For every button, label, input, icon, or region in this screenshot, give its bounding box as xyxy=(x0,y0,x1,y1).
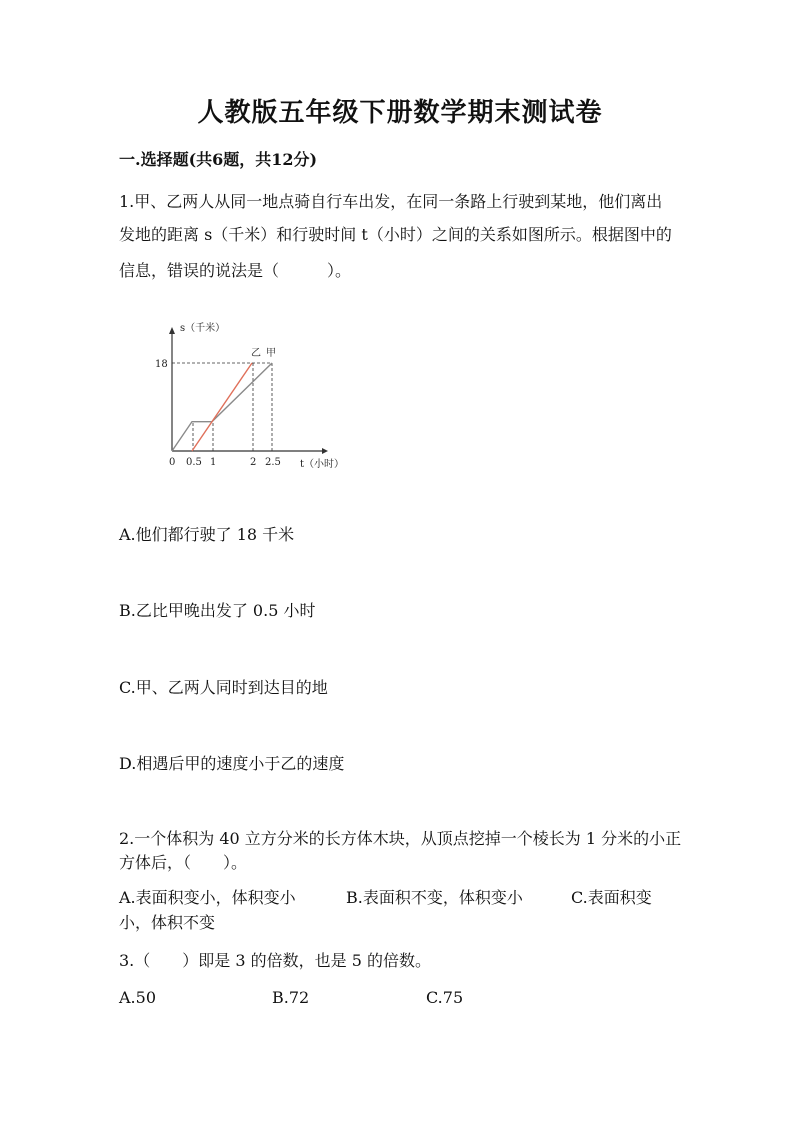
x-tick-2.5: 2.5 xyxy=(265,457,281,468)
q1-stem-line2: 发地的距离 s（千米）和行驶时间 t（小时）之间的关系如图所示。根据图中的 xyxy=(119,225,672,244)
q2-stem-line1: 2.一个体积为 40 立方分米的长方体木块，从顶点挖掉一个棱长为 1 分米的小正 xyxy=(119,829,682,848)
x-axis-label: t（小时） xyxy=(300,459,345,470)
section-heading: 一.选择题(共6题，共12分) xyxy=(119,150,318,169)
q1-option-a: A.他们都行驶了 18 千米 xyxy=(119,525,295,544)
q3-option-a: A.50 xyxy=(119,988,156,1007)
q3-options-row xyxy=(119,986,699,1010)
y-axis-label: s（千米） xyxy=(180,323,226,334)
y-axis-arrow xyxy=(169,327,175,334)
q2-stem-line2: 方体后，（ ）。 xyxy=(119,853,248,872)
q2-option-a: A.表面积变小，体积变小 xyxy=(119,888,296,907)
q3-option-c: C.75 xyxy=(426,988,464,1007)
q2-option-c-line2: 小，体积不变 xyxy=(119,913,216,932)
y-tick-18: 18 xyxy=(155,359,168,370)
q2-options-row xyxy=(119,886,699,910)
distance-time-graph xyxy=(150,318,360,478)
q2-option-c-line1: C.表面积变 xyxy=(571,888,652,907)
x-tick-0.5: 0.5 xyxy=(186,457,202,468)
q3-stem: 3.（ ）即是 3 的倍数，也是 5 的倍数。 xyxy=(119,951,431,970)
q1-stem-line3: 信息，错误的说法是（ ）。 xyxy=(119,261,352,280)
q1-option-d: D.相遇后甲的速度小于乙的速度 xyxy=(119,754,345,773)
x-tick-2: 2 xyxy=(250,457,257,468)
q1-stem-line1: 1.甲、乙两人从同一地点骑自行车出发，在同一条路上行驶到某地，他们离出 xyxy=(119,192,663,211)
q1-option-c: C.甲、乙两人同时到达目的地 xyxy=(119,678,328,697)
q3-option-b: B.72 xyxy=(272,988,310,1007)
x-tick-0: 0 xyxy=(169,457,176,468)
x-tick-1: 1 xyxy=(210,457,217,468)
label-jia: 甲 xyxy=(266,348,276,359)
series-yi-line xyxy=(192,363,252,451)
label-yi: 乙 xyxy=(251,348,261,359)
page-title: 人教版五年级下册数学期末测试卷 xyxy=(197,98,603,128)
q1-option-b: B.乙比甲晚出发了 0.5 小时 xyxy=(119,601,316,620)
x-axis-arrow xyxy=(322,448,328,454)
q2-option-b: B.表面积不变，体积变小 xyxy=(346,888,523,907)
